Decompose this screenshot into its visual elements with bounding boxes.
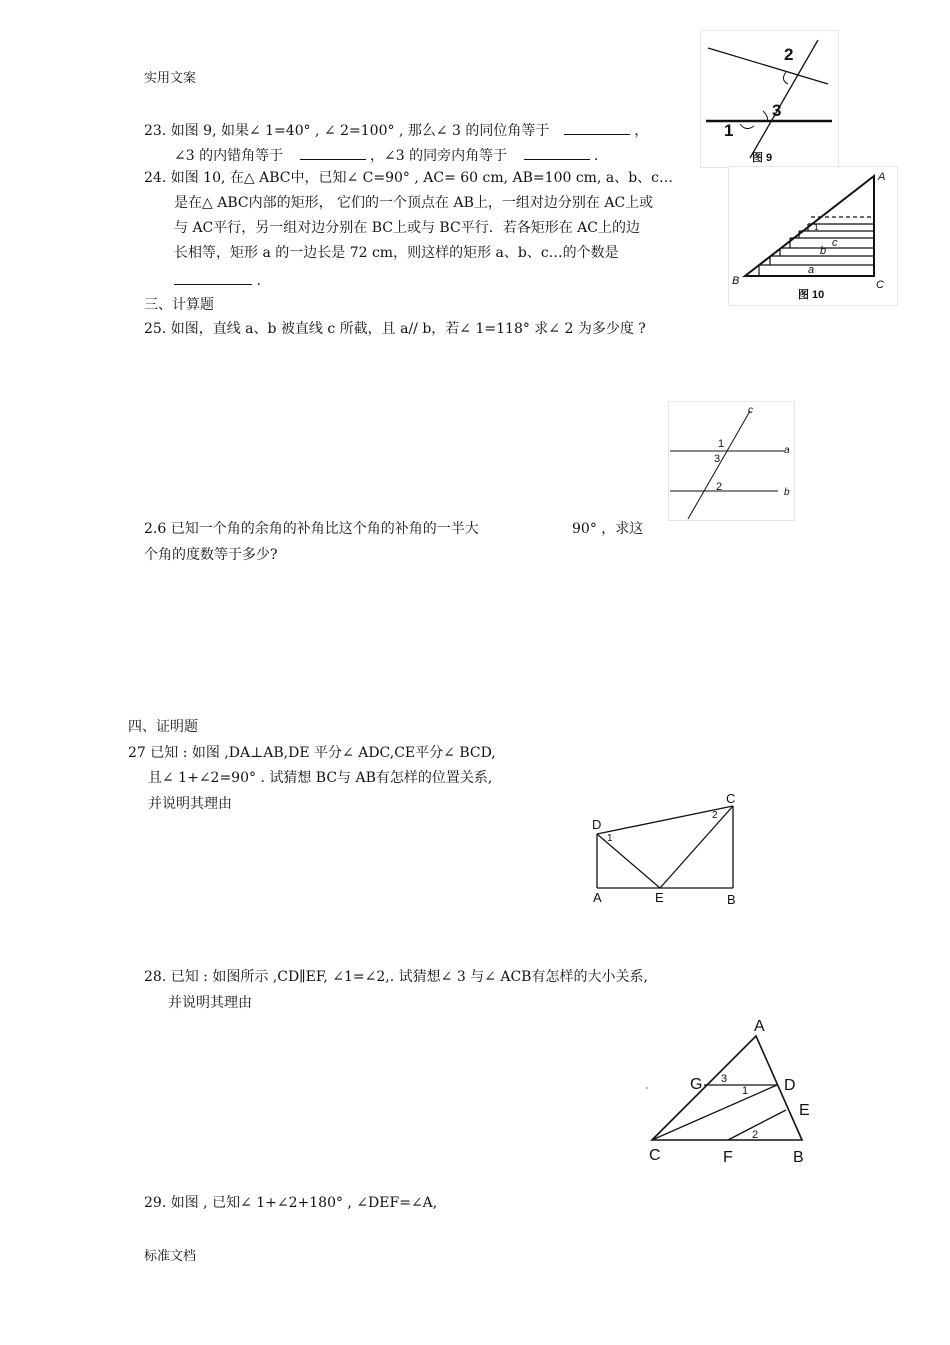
question-24-line4: 长相等，矩形 a 的一边长是 72 cm，则这样的矩形 a、b、c…的个数是 bbox=[174, 245, 619, 261]
angle-arc-1 bbox=[740, 124, 754, 129]
figure-27 bbox=[588, 788, 748, 910]
label-A: A bbox=[878, 171, 886, 183]
answer-blank[interactable] bbox=[174, 270, 252, 285]
question-27-line3: 并说明其理由 bbox=[148, 796, 232, 812]
label-B: B bbox=[727, 892, 736, 907]
question-24-line1: 24. 如图 10, 在△ ABC中，已知∠ C=90° , AC= 60 cm, AB=100 cm, a、b、c… bbox=[144, 170, 674, 186]
page-footer: 标准文档 bbox=[144, 1249, 197, 1264]
label-A: A bbox=[593, 890, 602, 905]
label-C: C bbox=[726, 791, 736, 806]
label-2: 2 bbox=[716, 481, 723, 493]
stray-dot bbox=[646, 1087, 648, 1089]
label-3: 3 bbox=[714, 453, 721, 465]
question-27-line1: 27 已知 : 如图 ,DA⊥AB,DE 平分∠ ADC,CE平分∠ BCD, bbox=[128, 745, 496, 761]
figure-9-caption: 图 9 bbox=[752, 152, 773, 164]
label-C: C bbox=[876, 279, 884, 291]
label-G: G bbox=[690, 1076, 703, 1093]
section-title-proof: 四、证明题 bbox=[128, 719, 198, 735]
page-header: 实用文案 bbox=[144, 71, 197, 86]
line-c bbox=[688, 411, 750, 519]
answer-blank[interactable] bbox=[300, 145, 366, 160]
label-2: 2 bbox=[784, 45, 794, 64]
figure-25 bbox=[668, 401, 794, 520]
label-2: 2 bbox=[752, 1129, 759, 1141]
question-29: 29. 如图 , 已知∠ 1+∠2+180° , ∠DEF=∠A, bbox=[144, 1195, 438, 1211]
label-F: F bbox=[723, 1149, 733, 1166]
label-2: 2 bbox=[712, 810, 718, 821]
label-1: 1 bbox=[718, 438, 725, 450]
figure-28 bbox=[640, 1014, 820, 1168]
question-23-text-b: ，∠3 的同旁内角等于 bbox=[370, 148, 508, 164]
label-1: 1 bbox=[607, 833, 613, 844]
label-B: B bbox=[793, 1149, 804, 1166]
label-b: b bbox=[784, 487, 790, 498]
label-1: 1 bbox=[742, 1085, 749, 1097]
label-D: D bbox=[784, 1077, 796, 1094]
question-28-line2: 并说明其理由 bbox=[168, 995, 252, 1011]
question-24-line2: 是在△ ABC内部的矩形， 它们的一个顶点在 AB上，一组对边分别在 AC上或 bbox=[174, 195, 654, 211]
question-24-line3: 与 AC平行，另一组对边分别在 BC上或与 BC平行．若各矩形在 AC上的边 bbox=[174, 220, 640, 236]
label-a: a bbox=[808, 264, 815, 276]
figure-9 bbox=[700, 30, 838, 167]
label-A: A bbox=[754, 1018, 765, 1035]
question-26-line1-end: 90° ，求这 bbox=[572, 521, 644, 537]
label-3: 3 bbox=[772, 101, 782, 120]
label-c: c bbox=[832, 237, 838, 249]
triangle-abc bbox=[745, 176, 874, 276]
punctuation: . bbox=[594, 148, 599, 164]
question-25: 25. 如图，直线 a、b 被直线 c 所截，且 a// b，若∠ 1=118° 求∠ 2 为多少度 ? bbox=[144, 321, 646, 337]
figure-10-caption: 图 10 bbox=[798, 289, 825, 301]
question-26-line2: 个角的度数等于多少? bbox=[144, 547, 278, 563]
label-D: D bbox=[592, 817, 602, 832]
label-E: E bbox=[655, 890, 664, 905]
question-23-line1 bbox=[144, 120, 648, 140]
question-23-line2 bbox=[174, 145, 598, 165]
label-b: b bbox=[820, 245, 827, 257]
label-a: a bbox=[784, 445, 790, 456]
label-1: 1 bbox=[814, 223, 819, 232]
answer-blank[interactable] bbox=[564, 120, 630, 135]
question-24-line5 bbox=[174, 270, 261, 290]
question-27-line2: 且∠ 1+∠2=90° . 试猜想 BC与 AB有怎样的位置关系, bbox=[148, 770, 493, 786]
figure-10 bbox=[728, 166, 896, 304]
punctuation: ， bbox=[634, 123, 649, 139]
section-title-calculation: 三、计算题 bbox=[144, 297, 214, 313]
label-E: E bbox=[799, 1102, 810, 1119]
angle-arc-2 bbox=[783, 72, 788, 84]
answer-blank[interactable] bbox=[524, 145, 590, 160]
punctuation: . bbox=[256, 273, 261, 289]
label-B: B bbox=[732, 275, 740, 287]
question-28-line1: 28. 已知 : 如图所示 ,CD∥EF, ∠1=∠2,. 试猜想∠ 3 与∠ ACB有怎样的大小关系, bbox=[144, 969, 648, 985]
segment-CD bbox=[652, 1085, 777, 1140]
question-26-line1: 2.6 已知一个角的余角的补角比这个角的补角的一半大 bbox=[144, 521, 479, 537]
angle-arc-3 bbox=[763, 111, 768, 121]
label-c: c bbox=[748, 405, 753, 416]
label-1: 1 bbox=[724, 121, 734, 140]
label-3: 3 bbox=[721, 1073, 728, 1085]
question-23-text: 23. 如图 9, 如果∠ 1=40° , ∠ 2=100° , 那么∠ 3 的同位角等于 bbox=[144, 123, 550, 139]
label-C: C bbox=[649, 1147, 661, 1164]
question-23-text-a: ∠3 的内错角等于 bbox=[174, 148, 284, 164]
triangle-abc bbox=[652, 1036, 802, 1140]
